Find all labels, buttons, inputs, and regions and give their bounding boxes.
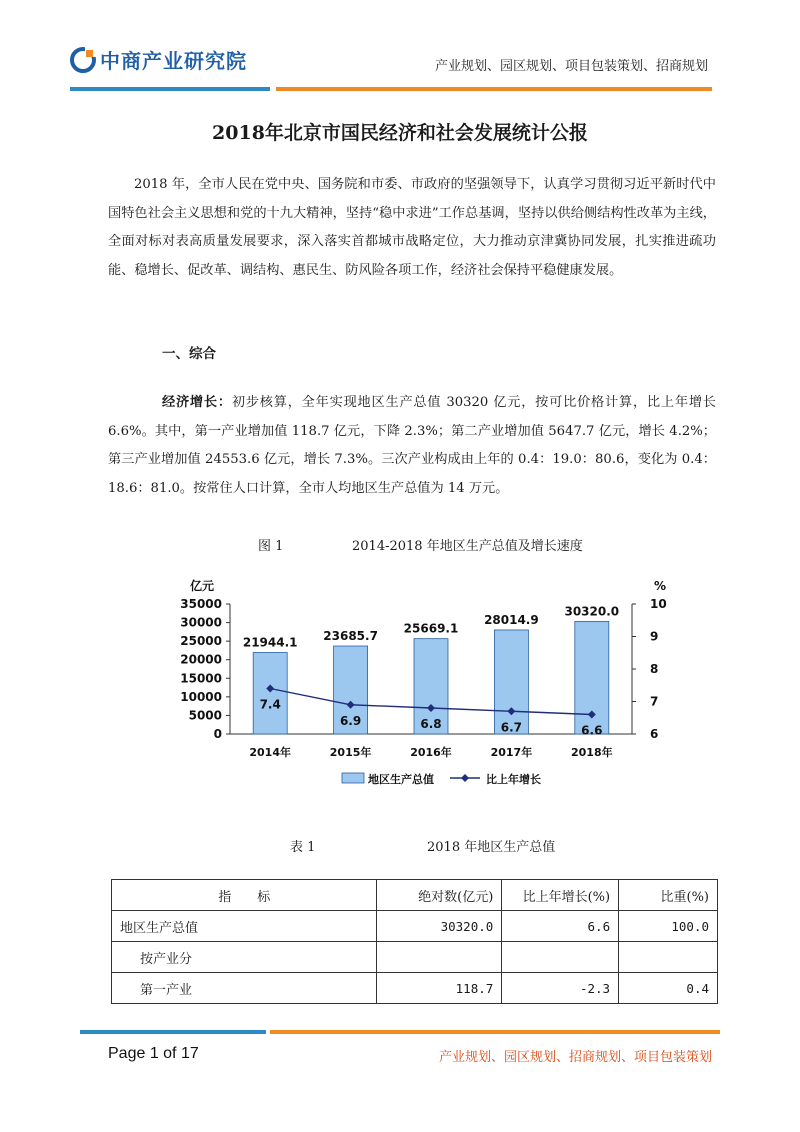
growth-value-label: 6.9 bbox=[339, 713, 362, 728]
bar-gdp bbox=[494, 630, 528, 734]
table-label: 表 1 bbox=[290, 840, 316, 855]
table-row bbox=[112, 973, 718, 1004]
table-cell: -2.3 bbox=[502, 973, 619, 1004]
intro-paragraph bbox=[108, 171, 716, 285]
table-header: 比上年增长(%) bbox=[502, 880, 619, 911]
growth-value-label: 7.4 bbox=[259, 697, 281, 712]
table-cell: 0.4 bbox=[619, 973, 718, 1004]
table-cell: 100.0 bbox=[619, 911, 718, 942]
y-tick-label: 0 bbox=[213, 727, 222, 741]
x-tick-label: 2018年 bbox=[570, 746, 613, 759]
table-cell bbox=[377, 942, 502, 973]
legend-swatch-marker bbox=[461, 774, 469, 782]
table-cell: 按产业分 bbox=[112, 942, 377, 973]
y2-tick-label: 7 bbox=[650, 694, 659, 709]
header-rule-blue bbox=[70, 87, 270, 91]
table-cell: 118.7 bbox=[377, 973, 502, 1004]
table-cell bbox=[619, 942, 718, 973]
growth-text: 初步核算，全年实现地区生产总值 30320 亿元，按可比价格计算，比上年增长 6.6%。其中，第一产业增加值 118.7 亿元，下降 2.3%；第二产业增加值 5647.7 亿元，增长 4.2%；第三产业增加值 24553.6 亿元，增长 7.3%。三次产业构成由上年的 0.4：19.0：80.6，变化为 0.4：18.6：81.0。按常住人口计算，全市人均地区生产总值为 14 万元。 bbox=[108, 395, 716, 496]
table-row bbox=[112, 911, 718, 942]
table-header-row bbox=[112, 880, 718, 911]
y-tick-label: 25000 bbox=[180, 634, 222, 649]
bar-value-label: 28014.9 bbox=[484, 612, 539, 627]
bar-value-label: 30320.0 bbox=[564, 604, 620, 619]
y-tick-label: 10000 bbox=[180, 689, 222, 704]
x-tick-label: 2017年 bbox=[490, 746, 533, 759]
table-cell: 地区生产总值 bbox=[112, 911, 377, 942]
header-rule-orange bbox=[276, 87, 712, 91]
gdp-table bbox=[111, 879, 718, 1004]
table-header: 指 标 bbox=[112, 880, 377, 911]
table-cell: 30320.0 bbox=[377, 911, 502, 942]
header-tagline: 产业规划、园区规划、项目包装策划、招商规划 bbox=[434, 59, 708, 74]
figure-title: 2014-2018 年地区生产总值及增长速度 bbox=[352, 539, 583, 554]
table-row bbox=[112, 942, 718, 973]
page-title: 2018年北京市国民经济和社会发展统计公报 bbox=[212, 122, 588, 144]
y-tick-label: 5000 bbox=[188, 708, 222, 723]
legend-label-gdp: 地区生产总值 bbox=[368, 773, 434, 786]
y2-tick-label: 9 bbox=[650, 629, 659, 644]
bar-value-label: 23685.7 bbox=[323, 629, 378, 644]
table-header: 比重(%) bbox=[619, 880, 718, 911]
table-cell bbox=[502, 942, 619, 973]
table-cell: 第一产业 bbox=[112, 973, 377, 1004]
y-tick-label: 30000 bbox=[180, 615, 222, 630]
y2-tick-label: 10 bbox=[650, 597, 667, 611]
section-heading: 一、综合 bbox=[162, 346, 216, 362]
x-tick-label: 2015年 bbox=[329, 746, 372, 759]
footer-rule-blue bbox=[80, 1030, 266, 1034]
x-tick-label: 2016年 bbox=[410, 746, 452, 759]
x-tick-label: 2014年 bbox=[249, 746, 292, 759]
growth-value-label: 6.8 bbox=[420, 717, 442, 731]
y-tick-label: 15000 bbox=[180, 671, 222, 686]
gdp-chart bbox=[170, 576, 680, 806]
legend-label-growth: 比上年增长 bbox=[486, 773, 541, 786]
y2-axis-unit: % bbox=[653, 579, 667, 593]
growth-value-label: 6.7 bbox=[500, 720, 523, 735]
table-header: 绝对数(亿元) bbox=[377, 880, 502, 911]
intro-text: 2018 年，全市人民在党中央、国务院和市委、市政府的坚强领导下，认真学习贯彻习近平新时代中国特色社会主义思想和党的十九大精神，坚持“稳中求进”工作总基调，坚持以供给侧结构性改革为主线，全面对标对表高质量发展要求，深入落实首都城市战略定位，大力推动京津冀协同发展，扎实推进疏功能、稳增长、促改革、调结构、惠民生、防风险各项工作，经济社会保持平稳健康发展。 bbox=[108, 177, 716, 278]
y-tick-label: 20000 bbox=[180, 652, 222, 667]
table-title: 2018 年地区生产总值 bbox=[427, 840, 556, 855]
footer-rule-orange bbox=[270, 1030, 720, 1034]
legend-swatch-bar bbox=[342, 773, 364, 783]
page-number: Page 1 of 17 bbox=[108, 1045, 199, 1062]
table-cell: 6.6 bbox=[502, 911, 619, 942]
bar-gdp bbox=[253, 652, 287, 734]
growth-value-label: 6.6 bbox=[581, 723, 603, 738]
figure-label: 图 1 bbox=[258, 539, 284, 554]
bar-value-label: 25669.1 bbox=[403, 621, 459, 636]
logo-text: 中商产业研究院 bbox=[100, 49, 247, 73]
bar-value-label: 21944.1 bbox=[242, 635, 298, 650]
y-tick-label: 35000 bbox=[180, 597, 222, 611]
page-header bbox=[0, 0, 800, 100]
logo bbox=[70, 45, 247, 74]
y-axis-unit: 亿元 bbox=[189, 579, 215, 593]
y2-tick-label: 6 bbox=[650, 727, 659, 741]
logo-icon bbox=[70, 47, 96, 73]
growth-paragraph bbox=[108, 389, 716, 503]
y2-tick-label: 8 bbox=[650, 662, 659, 676]
footer-tagline: 产业规划、园区规划、招商规划、项目包装策划 bbox=[438, 1050, 712, 1065]
growth-label: 经济增长： bbox=[162, 395, 232, 410]
